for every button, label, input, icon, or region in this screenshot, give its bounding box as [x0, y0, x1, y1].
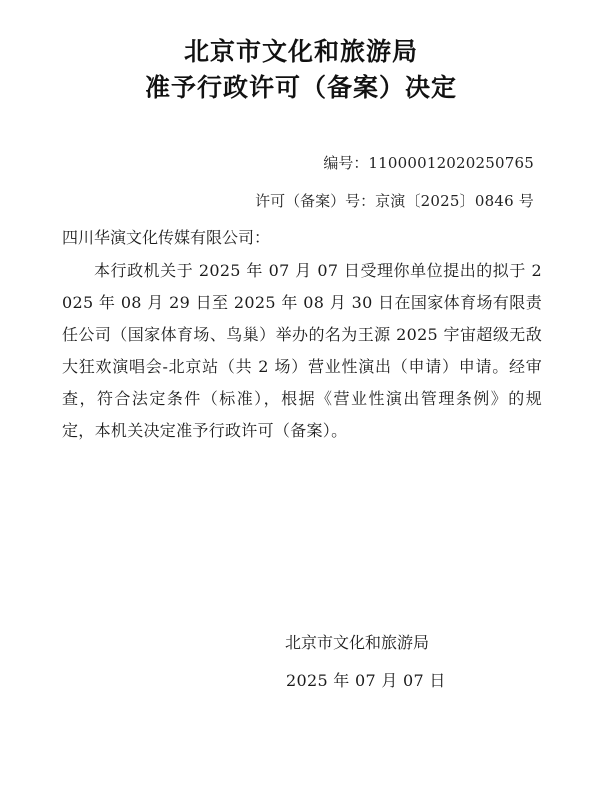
license-number-label: 许可（备案）号：	[255, 192, 376, 210]
decision-body-paragraph: 本行政机关于 2025 年 07 月 07 日受理你单位提出的拟于 2025 年 08 月 29 日至 2025 年 08 月 30 日在国家体育场有限责任公司（国家体育场、鸟巢）举办的名为王源 2025 宇宙超级无敌大狂欢演唱会-北京站（共 2 场）营业性演出（申请）申请。经审查，符合法定条件（标准），根据《营业性演出管理条例》的规定，本机关决定准予行政许可（备案）。	[62, 261, 542, 440]
document-title-issuer: 北京市文化和旅游局	[183, 37, 418, 66]
document-number	[323, 152, 534, 173]
document-number-label: 编号：	[323, 154, 369, 172]
signature-date: 2025 年 07 月 07 日	[286, 671, 446, 690]
signature-organization: 北京市文化和旅游局	[285, 633, 430, 652]
addressee: 四川华演文化传媒有限公司：	[62, 228, 271, 247]
license-number-value: 京演〔2025〕0846 号	[375, 192, 534, 210]
document-number-value: 11000012020250765	[368, 154, 534, 172]
license-number	[255, 190, 534, 211]
document-title-decision: 准予行政许可（备案）决定	[144, 73, 457, 102]
